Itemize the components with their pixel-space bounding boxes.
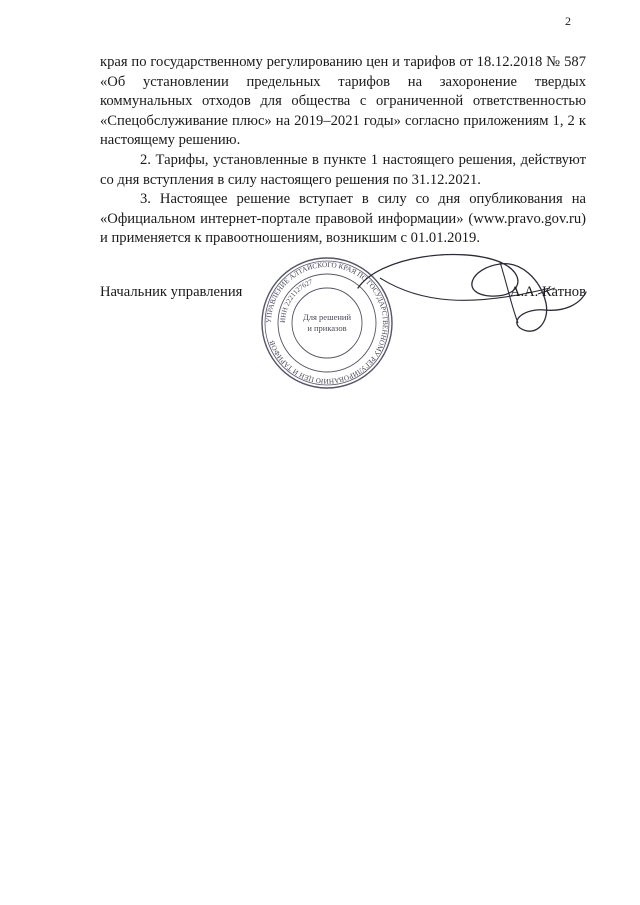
stamp-center-line-2: и приказов [307,323,347,333]
stamp-inn-text: ИНН 2221127627 [278,277,314,324]
document-body [100,53,586,249]
paragraph-3: 3. Настоящее решение вступает в силу со дня опубликования на «Официальном интернет-портале правовой информации» (www.pravo.gov.ru) и применяется к правоотношениям, возникшим с 01.01.2019. [100,191,586,247]
paragraph-2: 2. Тарифы, установленные в пункте 1 настоящего решения, действуют со дня вступления в силу настоящего решения по 31.12.2021. [100,151,586,188]
signer-name: А.А. Катнов [509,284,586,300]
paragraph-1: края по государственному регулированию цен и тарифов от 18.12.2018 № 587 «Об установлении предельных тарифов на захоронение твердых коммунальных отходов для общества с ограниченной ответственностью «Спецобслуживание плюс» на 2019–2021 годы» согласно приложениям 1, 2 к настоящему решению. [100,54,586,149]
signature-block [100,260,586,388]
page-number: 2 [565,14,571,28]
stamp-center-line-1: Для решений [302,312,352,322]
stamp-outer-text: УПРАВЛЕНИЕ АЛТАЙСКОГО КРАЯ ПО ГОСУДАРСТВЕННОМУ РЕГУЛИРОВАНИЮ ЦЕН И ТАРИФОВ [264,260,390,386]
signer-title: Начальник управления [100,284,243,300]
